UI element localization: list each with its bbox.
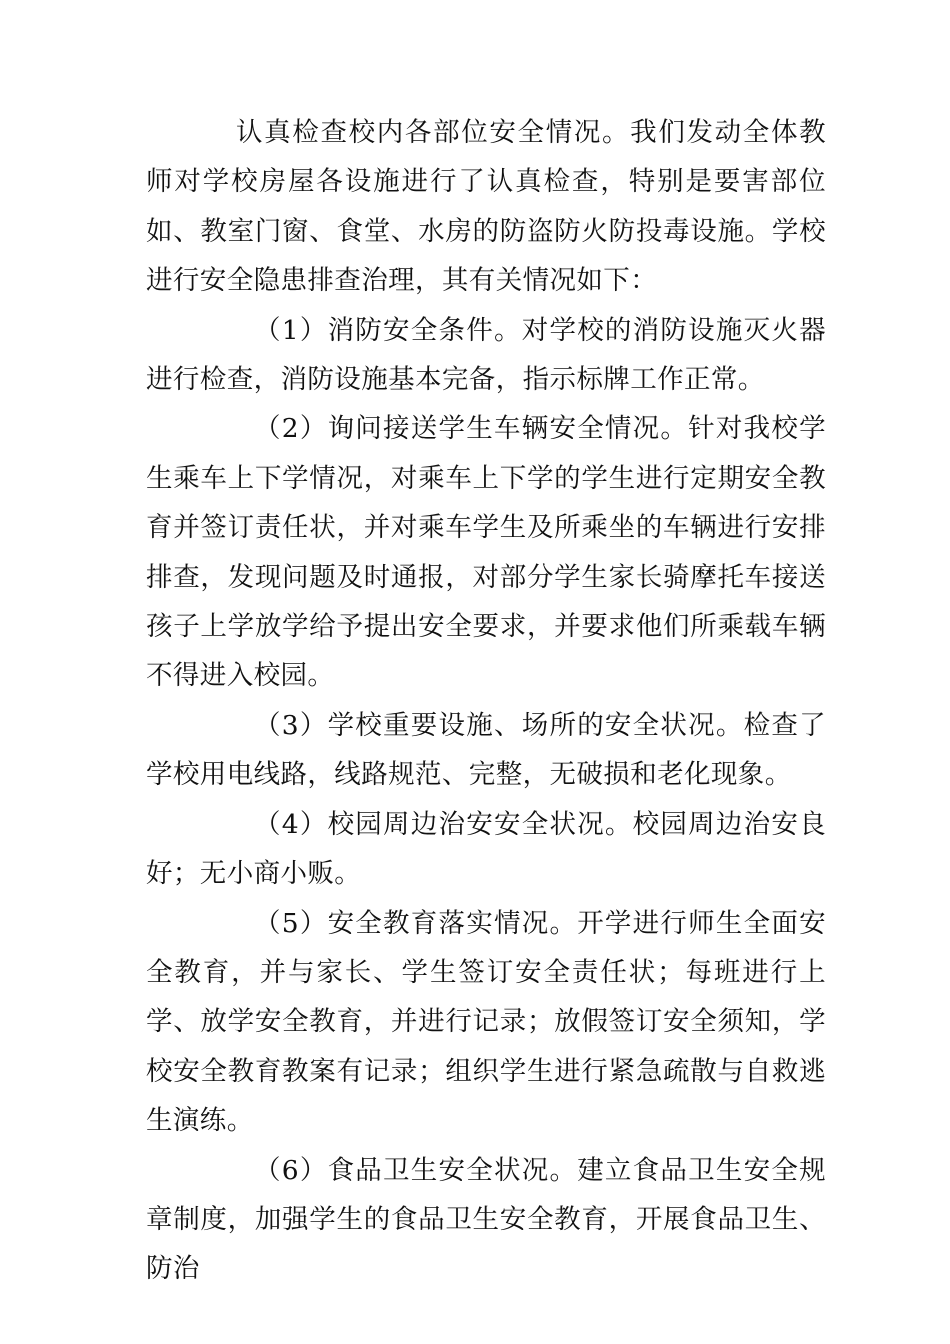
paragraph-intro: 认真检查校内各部位安全情况。我们发动全体教师对学校房屋各设施进行了认真检查，特别是要害部位如、教室门窗、食堂、水房的防盗防火防投毒设施。学校进行安全隐患排查治理，其有关情况如下： [146,117,826,297]
document-body [146,108,826,1294]
paragraph-item-5: （5）安全教育落实情况。开学进行师生全面安全教育，并与家长、学生签订安全责任状；每班进行上学、放学安全教育，并进行记录；放假签订安全须知，学校安全教育教案有记录；组织学生进行紧急疏散与自救逃生演练。 [146,907,826,1137]
paragraph-item-4: （4）校园周边治安安全状况。校园周边治安良好；无小商小贩。 [146,808,826,890]
paragraph-item-1: （1）消防安全条件。对学校的消防设施灭火器进行检查，消防设施基本完备，指示标牌工作正常。 [146,314,826,396]
paragraph-item-6: （6）食品卫生安全状况。建立食品卫生安全规章制度，加强学生的食品卫生安全教育，开展食品卫生、防治 [146,1154,826,1285]
paragraph-item-2: （2）询问接送学生车辆安全情况。针对我校学生乘车上下学情况，对乘车上下学的学生进行定期安全教育并签订责任状，并对乘车学生及所乘坐的车辆进行安排排查，发现问题及时通报，对部分学生家长骑摩托车接送孩子上学放学给予提出安全要求，并要求他们所乘载车辆不得进入校园。 [146,413,826,692]
paragraph-item-3: （3）学校重要设施、场所的安全状况。检查了学校用电线路，线路规范、完整，无破损和老化现象。 [146,709,826,791]
